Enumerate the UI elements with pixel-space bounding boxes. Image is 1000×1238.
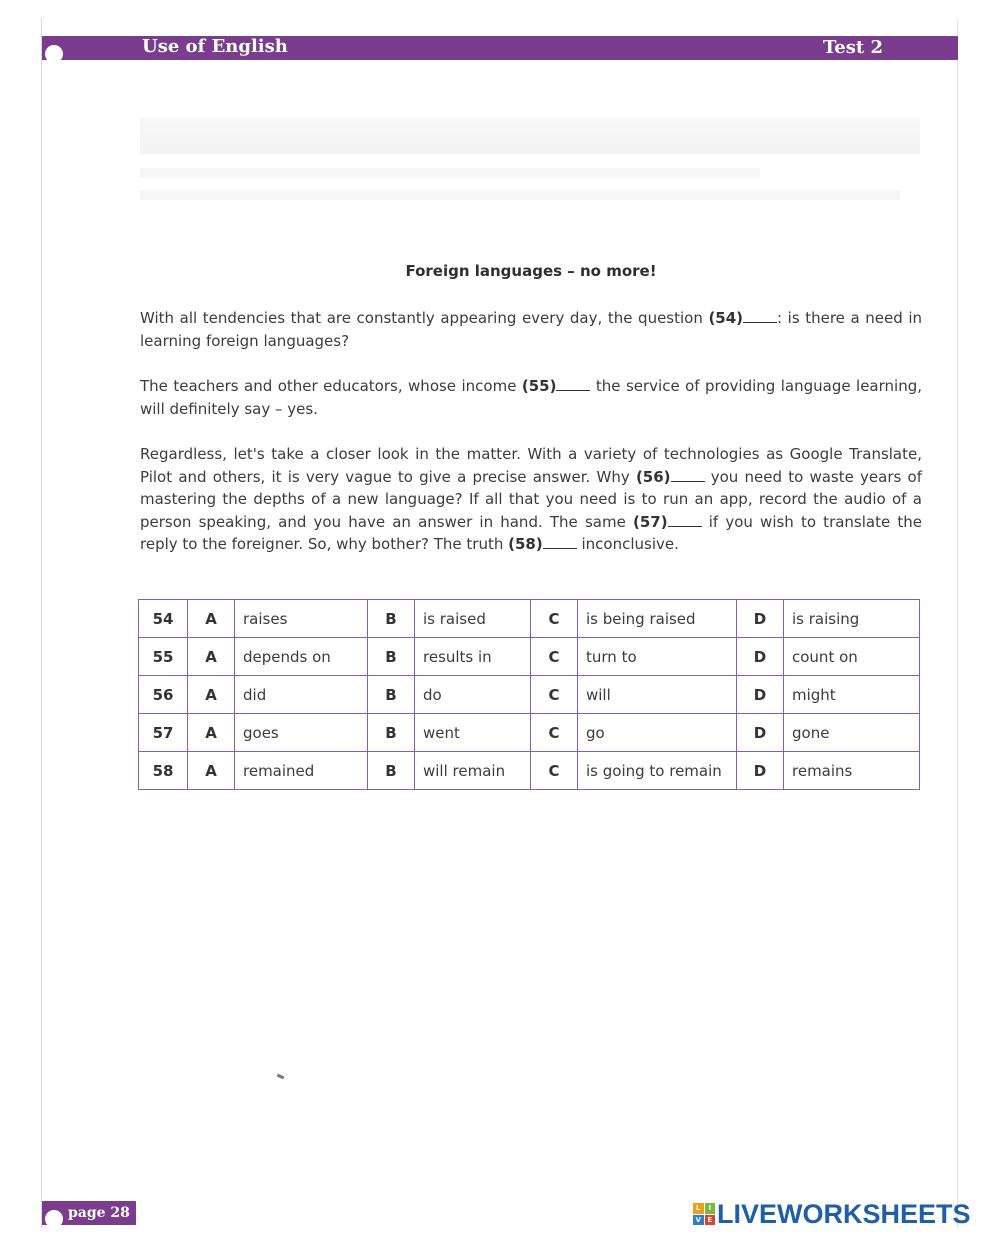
- page-number: page 28: [68, 1205, 130, 1221]
- option-letter-d: D: [737, 638, 784, 676]
- option-letter-b: B: [368, 714, 415, 752]
- scan-speck: [277, 1074, 285, 1080]
- option-d[interactable]: remains: [784, 752, 920, 790]
- logo-block-e-icon: E: [705, 1215, 716, 1226]
- page-left-rule: [41, 18, 42, 1228]
- paragraph-text: The teachers and other educators, whose income: [140, 377, 522, 395]
- option-c[interactable]: go: [578, 714, 737, 752]
- options-table: [138, 599, 920, 790]
- table-row: [139, 638, 920, 676]
- option-letter-d: D: [737, 600, 784, 638]
- logo-block-l-icon: L: [693, 1203, 704, 1214]
- option-c[interactable]: is going to remain: [578, 752, 737, 790]
- passage-title: Foreign languages – no more!: [405, 262, 657, 280]
- option-letter-b: B: [368, 638, 415, 676]
- option-c[interactable]: will: [578, 676, 737, 714]
- table-row: [139, 676, 920, 714]
- test-label: Test 2: [822, 37, 883, 58]
- option-letter-c: C: [531, 638, 578, 676]
- option-b[interactable]: will remain: [415, 752, 531, 790]
- paragraph-2: [140, 375, 922, 420]
- option-d[interactable]: count on: [784, 638, 920, 676]
- paragraph-text: if you wish to translate the reply to the foreigner. So, why bother? The truth: [140, 512, 922, 553]
- gap-blank-57[interactable]: [668, 513, 702, 527]
- question-number: 57: [139, 714, 188, 752]
- paragraph-text: Regardless, let's take a closer look in the matter. With a variety of technologies as Google Translate, Pilot and others, it is very vague to give a precise answer. Why: [140, 445, 922, 486]
- question-number: 55: [139, 638, 188, 676]
- option-d[interactable]: might: [784, 676, 920, 714]
- faded-bleed-line: [140, 190, 900, 200]
- option-letter-b: B: [368, 676, 415, 714]
- option-b[interactable]: went: [415, 714, 531, 752]
- liveworksheets-logo-icon: [693, 1203, 715, 1225]
- option-letter-a: A: [188, 714, 235, 752]
- table-row: [139, 752, 920, 790]
- gap-number-55: (55): [521, 377, 557, 395]
- logo-block-i-icon: I: [705, 1203, 716, 1214]
- option-letter-a: A: [188, 638, 235, 676]
- paragraph-text: the service of providing language learning, will definitely say – yes.: [140, 377, 922, 418]
- section-title: Use of English: [142, 36, 288, 57]
- option-b[interactable]: is raised: [415, 600, 531, 638]
- gap-number-57: (57): [632, 512, 668, 531]
- option-d[interactable]: is raising: [784, 600, 920, 638]
- liveworksheets-logo[interactable]: [693, 1198, 971, 1230]
- paragraph-text: : is there a need in learning foreign languages?: [140, 309, 922, 350]
- option-letter-b: B: [368, 752, 415, 790]
- option-b[interactable]: do: [415, 676, 531, 714]
- gap-blank-56[interactable]: [671, 468, 705, 482]
- gap-number-56: (56): [635, 467, 671, 486]
- faded-bleed-line: [140, 168, 760, 178]
- option-letter-a: A: [188, 676, 235, 714]
- gap-number-58: (58): [508, 535, 543, 553]
- paragraph-text: inconclusive.: [576, 535, 679, 553]
- option-letter-c: C: [531, 752, 578, 790]
- page-number-label: [42, 1201, 136, 1225]
- gap-blank-55[interactable]: [556, 377, 590, 391]
- gap-number-54: (54): [708, 309, 744, 327]
- page-right-rule: [957, 18, 958, 1228]
- option-letter-d: D: [737, 752, 784, 790]
- option-letter-d: D: [737, 676, 784, 714]
- option-a[interactable]: raises: [235, 600, 368, 638]
- table-row: [139, 714, 920, 752]
- question-number: 54: [139, 600, 188, 638]
- option-letter-c: C: [531, 600, 578, 638]
- header-dot: [45, 45, 63, 63]
- logo-wordmark: LIVEWORKSHEETS: [717, 1198, 971, 1229]
- option-letter-b: B: [368, 600, 415, 638]
- footer-dot: [45, 1210, 63, 1228]
- logo-block-v-icon: V: [693, 1215, 704, 1226]
- option-c[interactable]: turn to: [578, 638, 737, 676]
- option-a[interactable]: remained: [235, 752, 368, 790]
- option-d[interactable]: gone: [784, 714, 920, 752]
- option-letter-a: A: [188, 600, 235, 638]
- paragraph-text: With all tendencies that are constantly appearing every day, the question: [140, 309, 709, 327]
- option-b[interactable]: results in: [415, 638, 531, 676]
- paragraph-text: you need to waste years of mastering the depths of a new language? If all that you need is to run an app, record the audio of a person speaking, and you have an answer in hand. The same: [140, 467, 922, 531]
- question-number: 56: [139, 676, 188, 714]
- gap-blank-54[interactable]: [743, 309, 777, 323]
- option-letter-c: C: [531, 676, 578, 714]
- option-letter-d: D: [737, 714, 784, 752]
- paragraph-1: [140, 307, 922, 352]
- paragraph-3: [140, 443, 922, 556]
- option-a[interactable]: goes: [235, 714, 368, 752]
- option-a[interactable]: did: [235, 676, 368, 714]
- option-letter-c: C: [531, 714, 578, 752]
- question-number: 58: [139, 752, 188, 790]
- option-a[interactable]: depends on: [235, 638, 368, 676]
- header-bar: [42, 36, 958, 60]
- table-row: [139, 600, 920, 638]
- gap-blank-58[interactable]: [543, 535, 577, 549]
- option-letter-a: A: [188, 752, 235, 790]
- option-c[interactable]: is being raised: [578, 600, 737, 638]
- faded-bleed-through: [140, 118, 920, 154]
